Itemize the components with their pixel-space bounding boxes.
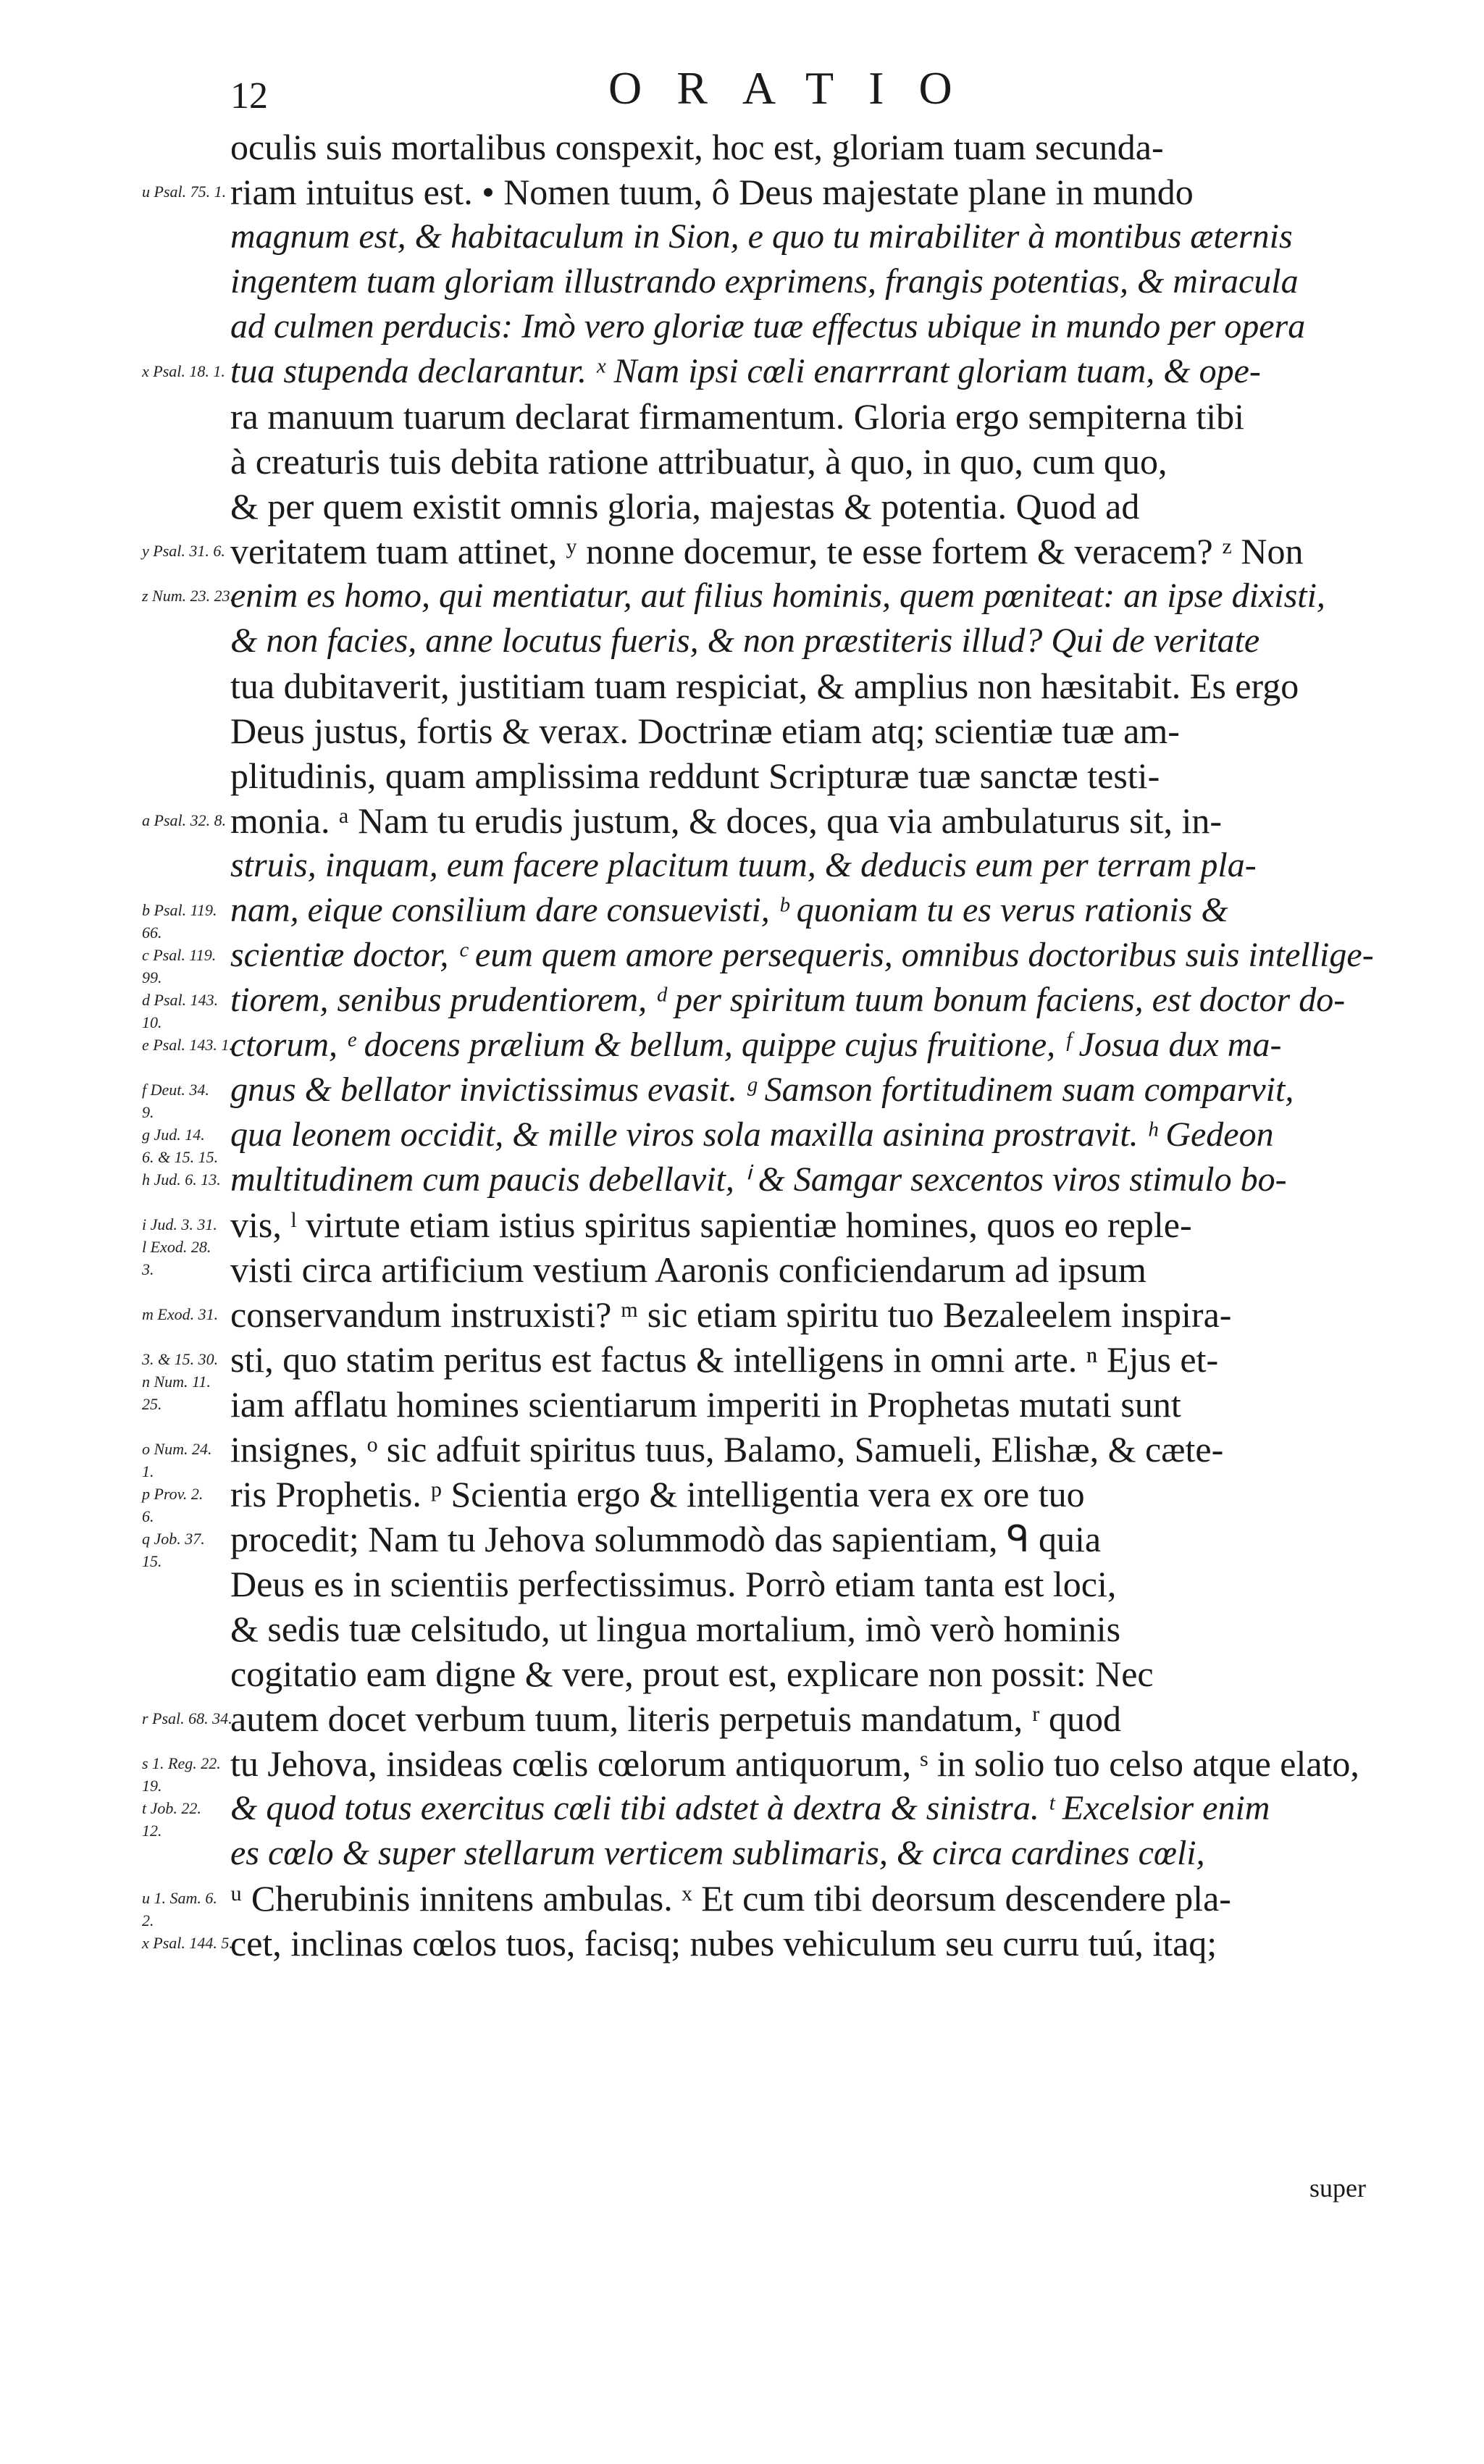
margin-note: f Deut. 34. bbox=[142, 1081, 209, 1099]
text-line: plitudinis, quam amplissima reddunt Scripturæ tuæ sanctæ testi- bbox=[230, 755, 1160, 796]
page-number: 12 bbox=[230, 75, 268, 117]
margin-note: a Psal. 32. 8. bbox=[142, 811, 227, 829]
margin-note: x Psal. 18. 1. bbox=[142, 362, 225, 380]
text-line: à creaturis tuis debita ratione attribuatur, à quo, in quo, cum quo, bbox=[230, 441, 1168, 482]
margin-note: g Jud. 14. bbox=[142, 1126, 205, 1144]
text-line: cogitatio eam digne & vere, prout est, explicare non possit: Nec bbox=[230, 1654, 1154, 1694]
text-line: multitudinem cum paucis debellavit, ⁱ & Samgar sexcentos viros stimulo bo- bbox=[230, 1160, 1287, 1199]
text-line: tu Jehova, insideas cœlis cœlorum antiquorum, ˢ in solio tuo celso atque elato, bbox=[230, 1743, 1359, 1784]
running-title: ORATIO bbox=[608, 62, 987, 114]
margin-note: n Num. 11. bbox=[142, 1373, 211, 1391]
margin-note: 66. bbox=[142, 923, 162, 942]
margin-note: 12. bbox=[142, 1822, 162, 1840]
margin-note: r Psal. 68. 34. bbox=[142, 1709, 232, 1727]
text-line: enim es homo, qui mentiatur, aut filius hominis, quem pœniteat: an ipse dixisti, bbox=[230, 577, 1325, 615]
margin-note: c Psal. 119. bbox=[142, 946, 217, 964]
text-line: Deus justus, fortis & verax. Doctrinæ etiam atq; scientiæ tuæ am- bbox=[230, 711, 1180, 751]
text-line: es cœlo & super stellarum verticem sublimaris, & circa cardines cœli, bbox=[230, 1834, 1205, 1872]
margin-note: y Psal. 31. 6. bbox=[142, 542, 225, 560]
margin-note: 6. & 15. 15. bbox=[142, 1148, 219, 1166]
margin-note: m Exod. 31. bbox=[142, 1305, 219, 1323]
margin-note: 3. bbox=[142, 1260, 154, 1278]
catchword: super bbox=[1309, 2174, 1366, 2203]
text-line: procedit; Nam tu Jehova solummodò das sapientiam, ᑫ quia bbox=[230, 1519, 1102, 1559]
text-line: iam afflatu homines scientiarum imperiti in Prophetas mutati sunt bbox=[230, 1384, 1181, 1425]
margin-note: o Num. 24. bbox=[142, 1440, 212, 1458]
text-line: ad culmen perducis: Imò vero gloriæ tuæ effectus ubique in mundo per opera bbox=[230, 307, 1306, 345]
text-line: oculis suis mortalibus conspexit, hoc est, gloriam tuam secunda- bbox=[230, 127, 1164, 167]
margin-note: 10. bbox=[142, 1013, 162, 1031]
text-line: & per quem existit omnis gloria, majestas & potentia. Quod ad bbox=[230, 486, 1140, 527]
text-line: ᵘ Cherubinis innitens ambulas. ˣ Et cum tibi deorsum descendere pla- bbox=[230, 1878, 1231, 1919]
text-line: monia. ᵃ Nam tu erudis justum, & doces, qua via ambulaturus sit, in- bbox=[230, 800, 1223, 841]
margin-note: t Job. 22. bbox=[142, 1799, 201, 1817]
margin-note: i Jud. 3. 31. bbox=[142, 1215, 217, 1233]
margin-note: 1. bbox=[142, 1462, 154, 1480]
margin-note: 25. bbox=[142, 1395, 162, 1413]
text-line: insignes, ᵒ sic adfuit spiritus tuus, Balamo, Samueli, Elishæ, & cæte- bbox=[230, 1429, 1224, 1470]
text-line: Deus es in scientiis perfectissimus. Porrò etiam tanta est loci, bbox=[230, 1564, 1117, 1604]
text-line: cet, inclinas cœlos tuos, facisq; nubes vehiculum seu curru tuú, itaq; bbox=[230, 1923, 1217, 1964]
text-line: nam, eique consilium dare consuevisti, ᵇ quoniam tu es verus rationis & bbox=[230, 891, 1228, 929]
margin-note: 9. bbox=[142, 1103, 154, 1121]
margin-note: 2. bbox=[142, 1911, 154, 1929]
margin-note: e Psal. 143. 1. bbox=[142, 1036, 233, 1054]
text-line: scientiæ doctor, ᶜ eum quem amore persequeris, omnibus doctoribus suis intellige- bbox=[230, 936, 1374, 974]
text-line: & non facies, anne locutus fueris, & non præstiteris illud? Qui de veritate bbox=[230, 621, 1260, 660]
margin-note: p Prov. 2. bbox=[142, 1485, 204, 1503]
text-line: conservandum instruxisti? ᵐ sic etiam spiritu tuo Bezaleelem inspira- bbox=[230, 1294, 1232, 1335]
margin-note: h Jud. 6. 13. bbox=[142, 1170, 221, 1189]
text-line: & sedis tuæ celsitudo, ut lingua mortalium, imò verò hominis bbox=[230, 1609, 1121, 1649]
margin-note: l Exod. 28. bbox=[142, 1238, 211, 1256]
page-header bbox=[0, 62, 1484, 120]
text-line: tua dubitaverit, justitiam tuam respiciat, & amplius non hæsitabit. Es ergo bbox=[230, 666, 1299, 706]
text-line: qua leonem occidit, & mille viros sola maxilla asinina prostravit. ʰ Gedeon bbox=[230, 1115, 1274, 1154]
text-line: riam intuitus est. • Nomen tuum, ô Deus majestate plane in mundo bbox=[230, 172, 1194, 212]
margin-note: 6. bbox=[142, 1507, 154, 1525]
text-line: ingentem tuam gloriam illustrando exprimens, frangis potentias, & miracula bbox=[230, 262, 1299, 301]
text-line: tua stupenda declarantur. ˣ Nam ipsi cœli enarrrant gloriam tuam, & ope- bbox=[230, 352, 1261, 390]
text-line: gnus & bellator invictissimus evasit. ᵍ Samson fortitudinem suam comparvit, bbox=[230, 1070, 1294, 1109]
text-line: struis, inquam, eum facere placitum tuum, & deducis eum per terram pla- bbox=[230, 846, 1257, 884]
text-line: sti, quo statim peritus est factus & intelligens in omni arte. ⁿ Ejus et- bbox=[230, 1339, 1219, 1380]
text-line: autem docet verbum tuum, literis perpetuis mandatum, ʳ quod bbox=[230, 1698, 1122, 1739]
margin-note: 3. & 15. 30. bbox=[142, 1350, 219, 1368]
margin-note: 99. bbox=[142, 968, 162, 986]
text-line: ra manuum tuarum declarat firmamentum. Gloria ergo sempiterna tibi bbox=[230, 396, 1244, 437]
text-line: vis, ˡ virtute etiam istius spiritus sapientiæ homines, quos eo reple- bbox=[230, 1204, 1192, 1245]
margin-note: s 1. Reg. 22. bbox=[142, 1754, 221, 1772]
margin-note: 19. bbox=[142, 1777, 162, 1795]
margin-note: z Num. 23. 23. bbox=[142, 587, 235, 605]
text-line: & quod totus exercitus cœli tibi adstet à dextra & sinistra. ᵗ Excelsior enim bbox=[230, 1789, 1270, 1827]
text-line: magnum est, & habitaculum in Sion, e quo tu mirabiliter à montibus æternis bbox=[230, 217, 1293, 256]
margin-note: u Psal. 75. 1. bbox=[142, 183, 227, 201]
text-line: veritatem tuam attinet, ʸ nonne docemur, te esse fortem & veracem? ᶻ Non bbox=[230, 531, 1304, 571]
margin-note: x Psal. 144. 5. bbox=[142, 1934, 233, 1952]
margin-note: b Psal. 119. bbox=[142, 901, 217, 919]
text-line: visti circa artificium vestium Aaronis conficiendarum ad ipsum bbox=[230, 1249, 1146, 1290]
margin-note: q Job. 37. bbox=[142, 1530, 205, 1548]
text-line: ris Prophetis. ᵖ Scientia ergo & intelligentia vera ex ore tuo bbox=[230, 1474, 1085, 1514]
text-line: tiorem, senibus prudentiorem, ᵈ per spiritum tuum bonum faciens, est doctor do- bbox=[230, 981, 1346, 1019]
text-line: ctorum, ᵉ docens prælium & bellum, quippe cujus fruitione, ᶠ Josua dux ma- bbox=[230, 1026, 1282, 1064]
body-text bbox=[230, 125, 1389, 1966]
margin-note: 15. bbox=[142, 1552, 162, 1570]
margin-note: d Psal. 143. bbox=[142, 991, 219, 1009]
margin-note: u 1. Sam. 6. bbox=[142, 1889, 217, 1907]
